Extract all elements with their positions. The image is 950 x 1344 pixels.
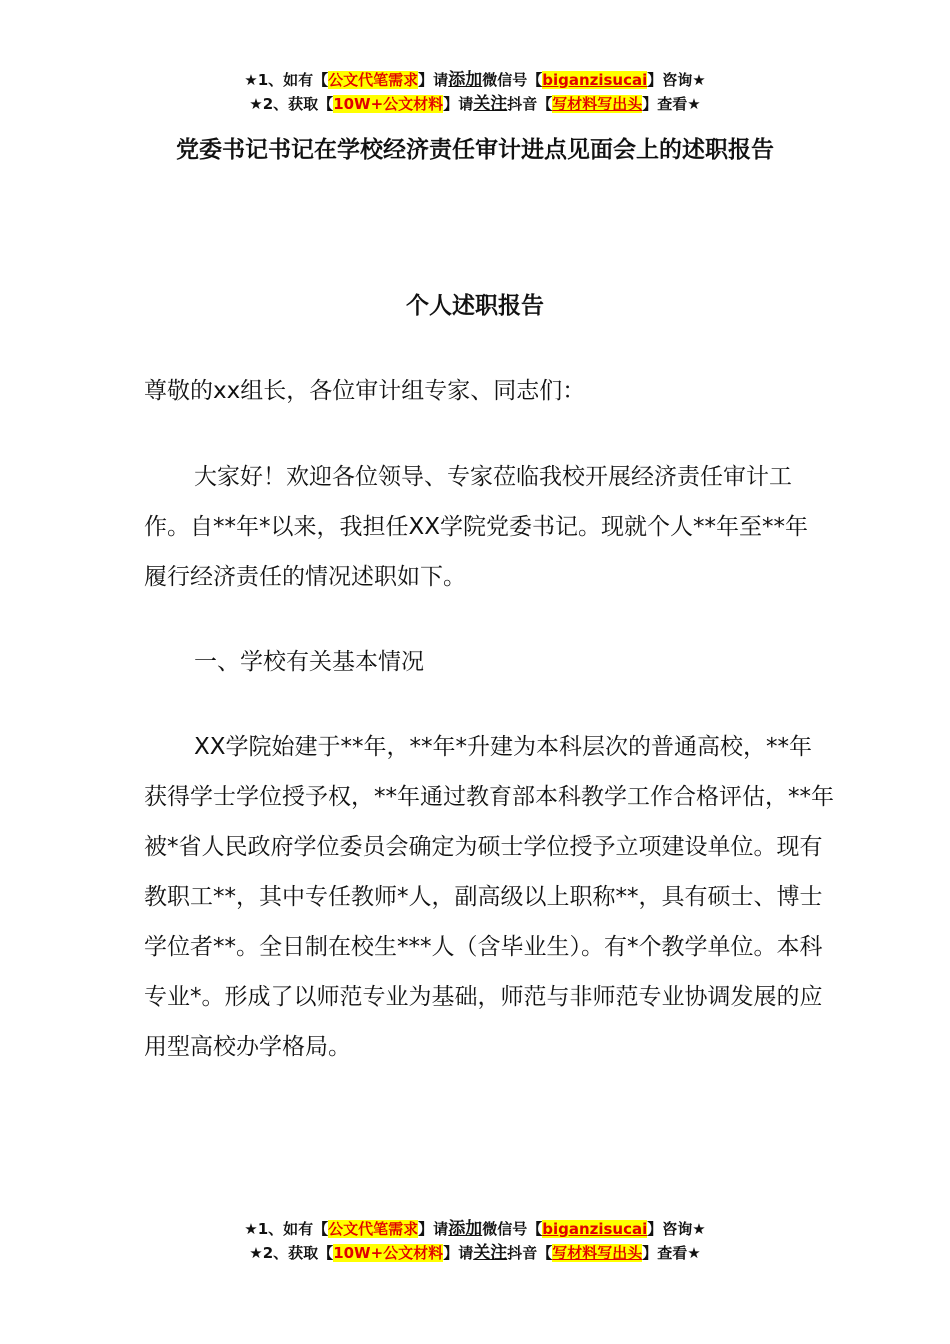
promo-banner-top bbox=[0, 68, 950, 116]
text: 】咨询★ bbox=[647, 71, 706, 89]
section-heading: 一、学校有关基本情况 bbox=[194, 649, 424, 675]
promo-line-1 bbox=[0, 1217, 950, 1241]
text: 微信号【 bbox=[482, 1220, 543, 1238]
text: ★1、如有【 bbox=[244, 1220, 329, 1238]
promo-line-2 bbox=[0, 1241, 950, 1265]
text: 】请 bbox=[418, 1220, 449, 1238]
highlight: 公文代笔需求 bbox=[328, 71, 419, 89]
document-subtitle: 个人述职报告 bbox=[406, 293, 544, 319]
salutation: 尊敬的xx组长，各位审计组专家、同志们： bbox=[144, 378, 586, 404]
text: 添加 bbox=[448, 1219, 483, 1239]
text: ★2、获取【 bbox=[249, 95, 334, 113]
text: 】请 bbox=[443, 1244, 474, 1262]
douyin-id: 写材料写出头 bbox=[552, 1244, 643, 1262]
text: 】请 bbox=[418, 71, 449, 89]
text: 】查看★ bbox=[642, 1244, 701, 1262]
douyin-id: 写材料写出头 bbox=[552, 95, 643, 113]
text: 关注 bbox=[473, 1243, 508, 1263]
text: 抖音【 bbox=[507, 95, 553, 113]
highlight: 公文代笔需求 bbox=[328, 1220, 419, 1238]
highlight: 10W+公文材料 bbox=[333, 1244, 444, 1262]
paragraph-school-info: XX学院始建于**年，**年*升建为本科层次的普通高校，**年获得学士学位授予权，**年通过教育部本科教学工作合格评估，**年被*省人民政府学位委员会确定为硕士学位授予立项建设单位。现有教职工**，其中专任教师*人，副高级以上职称**，具有硕士、博士学位者**。全日制在校生***人（含毕业生）。有*个教学单位。本科专业*。形成了以师范专业为基础，师范与非师范专业协调发展的应用型高校办学格局。 bbox=[144, 734, 834, 1060]
wechat-id: biganzisucai bbox=[542, 71, 648, 89]
highlight: 10W+公文材料 bbox=[333, 95, 444, 113]
promo-line-1 bbox=[0, 68, 950, 92]
promo-line-2 bbox=[0, 92, 950, 116]
text: 添加 bbox=[448, 70, 483, 90]
text: 】查看★ bbox=[642, 95, 701, 113]
text: 】咨询★ bbox=[647, 1220, 706, 1238]
promo-banner-bottom bbox=[0, 1217, 950, 1265]
document-title: 党委书记书记在学校经济责任审计进点见面会上的述职报告 bbox=[176, 137, 774, 163]
text: 关注 bbox=[473, 94, 508, 114]
paragraph-intro: 大家好！欢迎各位领导、专家莅临我校开展经济责任审计工作。自**年*以来，我担任XX学院党委书记。现就个人**年至**年履行经济责任的情况述职如下。 bbox=[144, 464, 809, 590]
wechat-id: biganzisucai bbox=[542, 1220, 648, 1238]
text: 微信号【 bbox=[482, 71, 543, 89]
text: ★1、如有【 bbox=[244, 71, 329, 89]
text: ★2、获取【 bbox=[249, 1244, 334, 1262]
text: 】请 bbox=[443, 95, 474, 113]
text: 抖音【 bbox=[507, 1244, 553, 1262]
